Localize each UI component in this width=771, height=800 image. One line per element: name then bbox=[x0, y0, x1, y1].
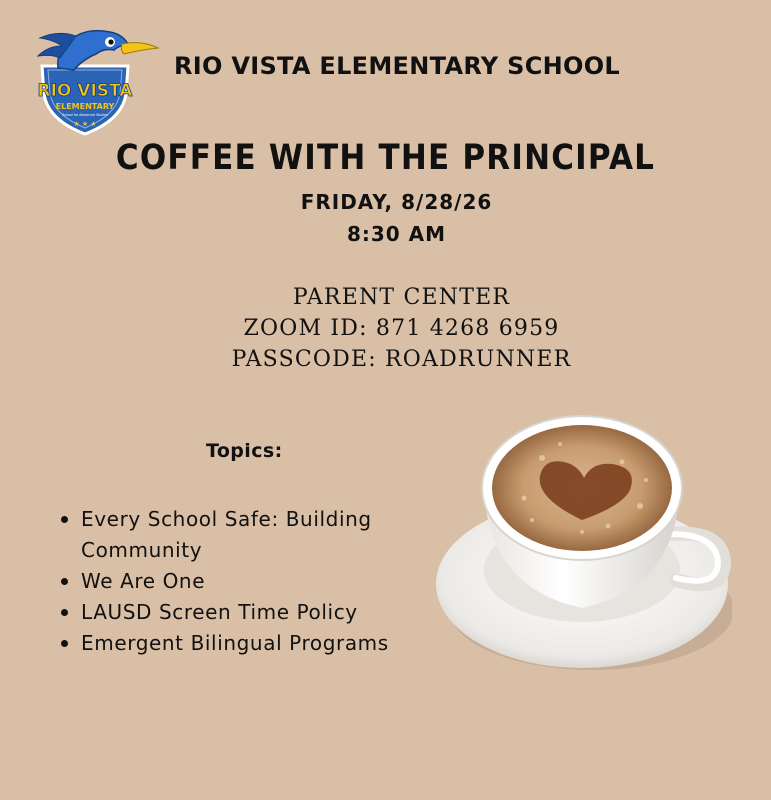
list-item bbox=[58, 566, 458, 597]
list-item bbox=[58, 628, 458, 659]
school-logo-icon bbox=[18, 24, 160, 136]
school-name: RIO VISTA ELEMENTARY SCHOOL bbox=[174, 52, 621, 80]
bullet-icon bbox=[61, 609, 68, 616]
event-time: 8:30 AM bbox=[346, 222, 447, 246]
topic-text: LAUSD Screen Time Policy bbox=[81, 600, 358, 624]
bullet-icon bbox=[61, 578, 68, 585]
list-item bbox=[58, 504, 458, 566]
topic-text: Every School Safe: Building Community bbox=[81, 507, 372, 562]
location-place: PARENT CENTER bbox=[292, 285, 511, 310]
event-title: COFFEE WITH THE PRINCIPAL bbox=[115, 137, 656, 179]
svg-text:RIO VISTA: RIO VISTA bbox=[37, 81, 133, 101]
bullet-icon bbox=[61, 516, 68, 523]
coffee-cup-heart-icon bbox=[432, 402, 732, 674]
zoom-id: ZOOM ID: 871 4268 6959 bbox=[243, 316, 560, 341]
bullet-icon bbox=[61, 640, 68, 647]
topics-heading: Topics: bbox=[206, 440, 283, 462]
zoom-passcode: PASSCODE: ROADRUNNER bbox=[231, 347, 572, 372]
svg-text:★ ★ ★: ★ ★ ★ bbox=[73, 120, 97, 128]
svg-text:School for Advanced Studies: School for Advanced Studies bbox=[62, 113, 108, 117]
svg-text:ELEMENTARY: ELEMENTARY bbox=[55, 102, 115, 111]
location-block bbox=[0, 282, 771, 375]
topic-text: We Are One bbox=[81, 569, 206, 593]
list-item bbox=[58, 597, 458, 628]
event-date: FRIDAY, 8/28/26 bbox=[300, 190, 493, 214]
topics-list bbox=[58, 504, 458, 659]
topic-text: Emergent Bilingual Programs bbox=[81, 631, 389, 655]
